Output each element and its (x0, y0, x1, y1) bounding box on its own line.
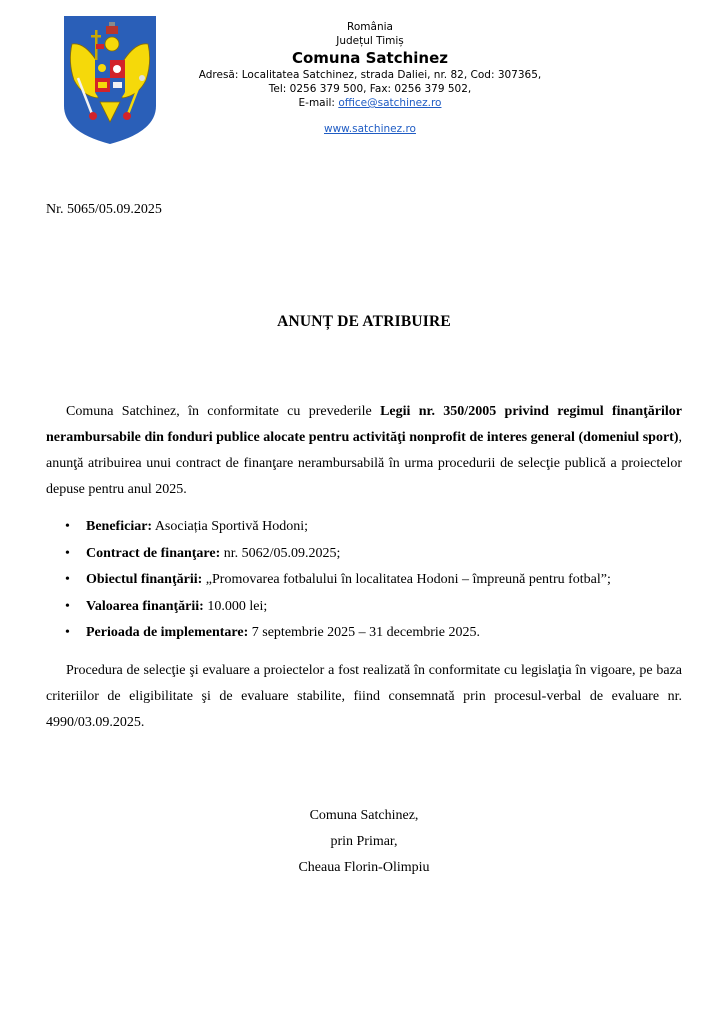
signature-institution: Comuna Satchinez, (309, 808, 419, 823)
list-item-value (46, 594, 682, 621)
email-label: E-mail: (298, 97, 339, 109)
detail-label: Beneficiar: (86, 519, 153, 534)
bullet-icon: • (65, 545, 70, 561)
bullet-icon: • (65, 625, 70, 640)
detail-value: 7 septembrie 2025 – 31 decembrie 2025. (248, 625, 480, 640)
romania-coat-of-arms-icon (62, 14, 158, 146)
bullet-icon: • (65, 519, 70, 534)
website-link[interactable]: www.satchinez.ro (324, 123, 416, 135)
document-title: ANUNȚ DE ATRIBUIRE (277, 313, 451, 330)
intro-rest: , anunţă atribuirea unui contract de finanţare nerambursabilă în urma procedurii de selecţie publică a proiectelor depuse pentru anul 2025. (46, 430, 682, 497)
detail-label: Obiectul finanţării: (86, 572, 203, 587)
intro-lead: Comuna Satchinez, în conformitate cu prevederile (66, 404, 381, 419)
detail-value: nr. 5062/05.09.2025; (220, 545, 341, 561)
bullet-icon: • (65, 572, 70, 587)
letterhead (180, 20, 560, 136)
document-number: Nr. 5065/05.09.2025 (46, 202, 162, 217)
award-details-list (46, 514, 682, 647)
county-label: Județul Timiș (336, 35, 404, 47)
email-link[interactable]: office@satchinez.ro (338, 97, 442, 109)
website-line (180, 122, 560, 136)
intro-paragraph (46, 399, 682, 503)
closing-paragraph: Procedura de selecţie şi evaluare a proiectelor a fost realizată în conformitate cu legislaţia în vigoare, pe baza criteriilor de eligibilitate şi de evaluare stabilite, fiind consemnată prin procesul-verbal de evaluare nr. 4990/03.09.2025. (46, 663, 682, 730)
law-reference: Legii nr. 350/2005 privind regimul finanţărilor nerambursabile din fonduri publice alocate pentru activităţi nonprofit de interes general (domeniul sport) (46, 404, 682, 445)
signature-block (0, 803, 728, 881)
email-line (180, 96, 560, 110)
country-label: România (347, 21, 393, 33)
detail-label: Contract de finanţare: (86, 545, 221, 561)
detail-label: Valoarea finanţării: (86, 598, 204, 614)
institution-name: Comuna Satchinez (291, 49, 449, 67)
detail-value: 10.000 lei; (203, 598, 268, 614)
list-item-beneficiary (46, 514, 682, 541)
detail-value: Asociația Sportivă Hodoni; (152, 519, 309, 534)
list-item-period (46, 620, 682, 647)
phone-fax-line: Tel: 0256 379 500, Fax: 0256 379 502, (268, 83, 472, 95)
list-item-contract (46, 541, 682, 568)
signatory-name: Cheaua Florin-Olimpiu (298, 860, 430, 875)
address-line: Adresă: Localitatea Satchinez, strada Daliei, nr. 82, Cod: 307365, (198, 69, 542, 81)
list-item-object (46, 567, 682, 594)
detail-value: „Promovarea fotbalului în localitatea Hodoni – împreună pentru fotbal”; (202, 572, 611, 587)
signature-role: prin Primar, (330, 834, 398, 849)
detail-label: Perioada de implementare: (86, 625, 249, 640)
bullet-icon: • (65, 598, 70, 614)
